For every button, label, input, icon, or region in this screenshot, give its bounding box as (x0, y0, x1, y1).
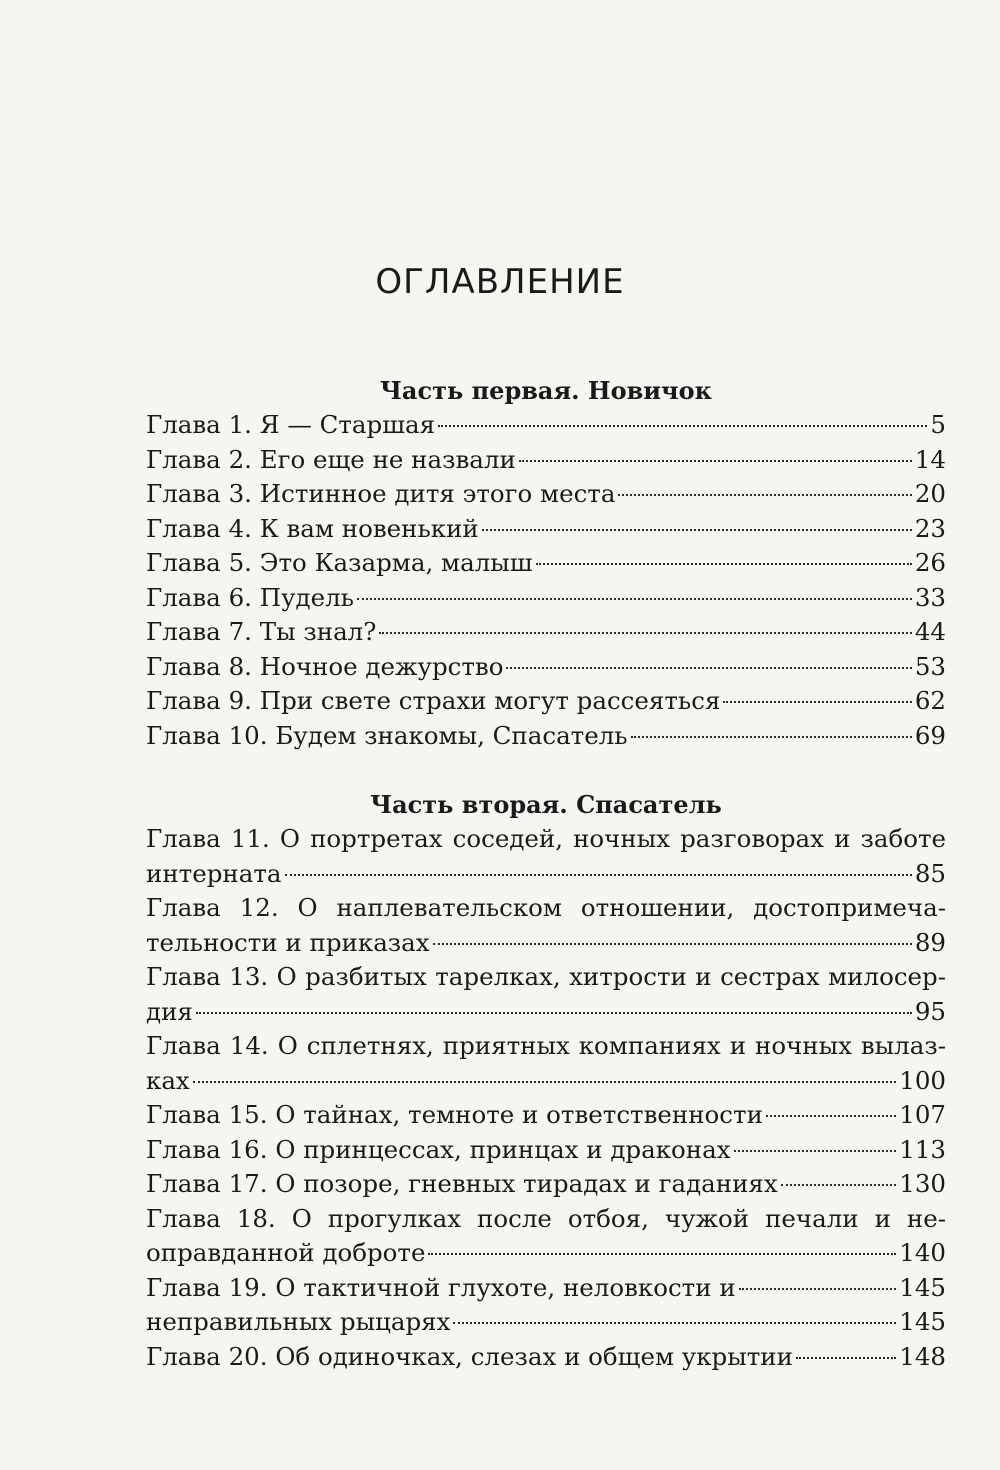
chapter-title: Глава 9. При свете страхи могут рассеяться (146, 686, 721, 715)
chapter-title: тельности и приказах (146, 927, 430, 957)
toc-entry (146, 1133, 946, 1168)
dot-leader (519, 460, 912, 462)
toc-entry (146, 477, 946, 512)
dot-leader (734, 1150, 897, 1152)
toc-entry (146, 615, 946, 650)
part-heading: Часть вторая. Спасатель (370, 790, 722, 819)
chapter-title: Глава 19. О тактичной глухоте, неловкости и (146, 1272, 736, 1302)
toc-list (146, 822, 946, 1374)
page-number: 53 (914, 651, 946, 681)
toc-entry (146, 1167, 946, 1202)
dot-leader (357, 598, 912, 600)
dot-leader (482, 529, 912, 531)
toc-entry (146, 1202, 946, 1237)
chapter-title: ках (146, 1065, 190, 1095)
dot-leader (723, 701, 911, 703)
toc-entry (146, 1340, 946, 1375)
chapter-title: Глава 7. Ты знал? (146, 617, 377, 646)
chapter-title: Глава 16. О принцессах, принцах и драконах (146, 1134, 731, 1164)
dot-leader (433, 943, 912, 945)
toc-entry (146, 1236, 946, 1271)
toc-entry (146, 1098, 946, 1133)
chapter-title: Глава 10. Будем знакомы, Спасатель (146, 720, 628, 750)
toc-entry (146, 1029, 946, 1064)
toc-entry (146, 684, 946, 719)
chapter-title: Глава 8. Ночное дежурство (146, 651, 504, 681)
toc-part-1 (146, 374, 946, 753)
page-number: 23 (914, 513, 946, 543)
dot-leader (438, 425, 927, 427)
chapter-title: интерната (146, 858, 282, 888)
dot-leader (739, 1288, 897, 1290)
toc-entry (146, 822, 946, 857)
chapter-title: неправильных рыцарях (146, 1307, 451, 1336)
dot-leader (285, 874, 912, 876)
chapter-title: Глава 2. Его еще не назвали (146, 444, 516, 474)
page-number: 85 (914, 858, 946, 888)
page-number: 89 (914, 927, 946, 957)
page-number: 107 (899, 1100, 946, 1129)
toc-entry (146, 719, 946, 754)
page-number: 145 (899, 1307, 946, 1336)
chapter-title: Глава 5. Это Казарма, малыш (146, 548, 533, 577)
dot-leader (536, 563, 912, 565)
toc-entry (146, 546, 946, 581)
dot-leader (506, 667, 911, 669)
dot-leader (781, 1184, 897, 1186)
page-number: 130 (899, 1169, 946, 1198)
dot-leader (453, 1322, 896, 1324)
toc-entry (146, 995, 946, 1030)
toc-entry (146, 581, 946, 616)
chapter-title: оправданной доброте (146, 1238, 426, 1267)
toc-list (146, 408, 946, 753)
page-number: 69 (914, 720, 946, 750)
page-number: 113 (899, 1134, 946, 1164)
toc-entry (146, 1305, 946, 1340)
toc-entry (146, 857, 946, 892)
toc-part-2 (146, 788, 946, 1374)
chapter-title: Глава 6. Пудель (146, 582, 355, 612)
chapter-title: Глава 14. О сплетнях, приятных компаниях и ночных вылаз- (146, 1031, 946, 1060)
chapter-title: дия (146, 996, 193, 1026)
toc-entry (146, 512, 946, 547)
page-number: 20 (914, 479, 946, 508)
toc-entry (146, 1064, 946, 1099)
toc-entry (146, 891, 946, 926)
dot-leader (379, 632, 911, 634)
toc-entry (146, 650, 946, 685)
page-number: 148 (899, 1341, 946, 1371)
dot-leader (766, 1115, 896, 1117)
part-heading: Часть первая. Новичок (380, 376, 712, 405)
dot-leader (193, 1081, 896, 1083)
dot-leader (631, 736, 912, 738)
chapter-title: Глава 3. Истинное дитя этого места (146, 479, 616, 508)
toc-entry (146, 960, 946, 995)
chapter-title: Глава 4. К вам новенький (146, 513, 479, 543)
page-title: ОГЛАВЛЕНИЕ (375, 262, 625, 302)
chapter-title: Глава 1. Я — Старшая (146, 410, 436, 439)
page-number: 33 (914, 582, 946, 612)
toc-entry (146, 1271, 946, 1306)
page-number: 14 (914, 444, 946, 474)
chapter-title: Глава 18. О прогулках после отбоя, чужой печали и не- (146, 1203, 946, 1233)
page-number: 140 (899, 1238, 946, 1267)
chapter-title: Глава 20. Об одиночках, слезах и общем укрытии (146, 1341, 793, 1371)
chapter-title: Глава 12. О наплевательском отношении, достопримеча- (146, 893, 946, 922)
chapter-title: Глава 13. О разбитых тарелках, хитрости и сестрах милосер- (146, 962, 946, 991)
page-number: 44 (914, 617, 946, 646)
dot-leader (196, 1012, 912, 1014)
dot-leader (618, 494, 911, 496)
page-number: 95 (914, 996, 946, 1026)
page-number: 5 (930, 410, 946, 439)
page-number: 26 (914, 548, 946, 577)
page-number: 145 (899, 1272, 946, 1302)
toc-entry (146, 926, 946, 961)
dot-leader (796, 1357, 896, 1359)
chapter-title: Глава 15. О тайнах, темноте и ответственности (146, 1100, 763, 1129)
toc-entry (146, 443, 946, 478)
chapter-title: Глава 11. О портретах соседей, ночных разговорах и заботе (146, 824, 946, 853)
toc-entry (146, 408, 946, 443)
page-number: 62 (914, 686, 946, 715)
page-number: 100 (899, 1065, 946, 1095)
dot-leader (428, 1253, 896, 1255)
chapter-title: Глава 17. О позоре, гневных тирадах и гаданиях (146, 1169, 778, 1198)
